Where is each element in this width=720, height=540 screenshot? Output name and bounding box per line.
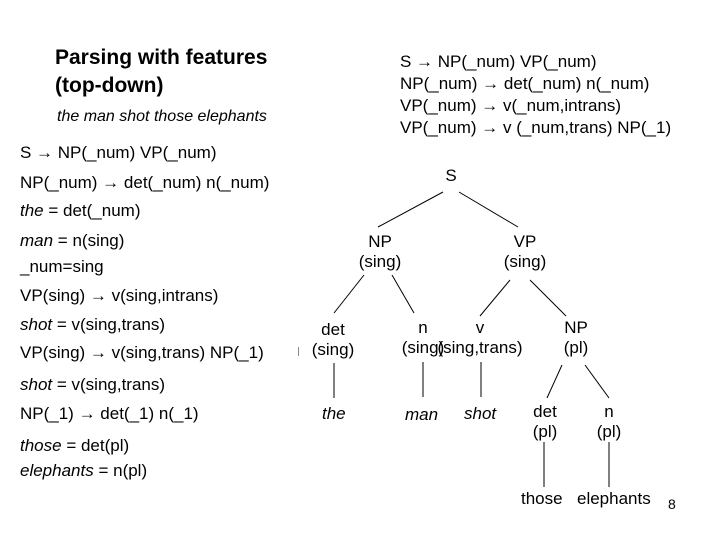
derivation-step-2: NP(_num) → det(_num) n(_num) <box>20 173 270 192</box>
grammar-rule-2: NP(_num) → det(_num) n(_num) <box>400 74 650 93</box>
tree-node-VP <box>490 232 560 271</box>
lexical-entry: = n(sing) <box>53 231 125 250</box>
node-features: (sing) <box>358 251 402 271</box>
lexical-entry: = det(_num) <box>43 201 141 220</box>
grammar-rule-1: S → NP(_num) VP(_num) <box>400 52 597 71</box>
node-category: det <box>321 320 345 339</box>
slide-title-line2: (top-down) <box>55 74 164 97</box>
node-category: v <box>475 318 485 337</box>
tree-node-det <box>300 320 366 359</box>
tree-node-NP2 <box>548 318 604 357</box>
lexical-word: the <box>20 201 44 220</box>
tree-node-S: S <box>445 166 457 185</box>
edge-VP-v <box>480 280 510 316</box>
example-sentence: the man shot those elephants <box>57 108 267 125</box>
node-features: (sing) <box>503 251 547 271</box>
node-features: (sing) <box>311 339 355 359</box>
node-features: (pl) <box>596 421 622 441</box>
lexical-entry: = det(pl) <box>61 436 130 455</box>
edge-NP-det <box>334 275 364 313</box>
leaf-shot: shot <box>464 404 497 423</box>
edge-VP-NP2 <box>530 280 566 316</box>
lexical-word: those <box>20 436 62 455</box>
edge-S-VP <box>459 192 518 227</box>
tree-node-n2 <box>584 402 634 441</box>
derivation-step-1: S → NP(_num) VP(_num) <box>20 143 217 162</box>
node-category: NP <box>368 232 392 251</box>
node-features: (sing,trans) <box>437 337 523 357</box>
leaf-those: those <box>521 489 563 508</box>
node-category: VP <box>513 232 537 251</box>
node-category: NP <box>564 318 588 337</box>
lexical-word: elephants <box>20 461 94 480</box>
lexical-word: shot <box>20 375 53 394</box>
lexical-entry: = v(sing,trans) <box>52 315 166 334</box>
derivation-step-8: VP(sing) → v(sing,trans) NP(_1) <box>20 343 264 362</box>
lexical-entry: = v(sing,trans) <box>52 375 166 394</box>
tree-node-v <box>432 318 528 357</box>
lexical-entry: = n(pl) <box>93 461 148 480</box>
grammar-rule-4: VP(_num) → v (_num,trans) NP(_1) <box>400 118 672 137</box>
leaf-man: man <box>405 405 439 424</box>
derivation-step-5: _num=sing <box>20 257 104 276</box>
edge-NP2-n2 <box>585 365 609 398</box>
derivation-step-6: VP(sing) → v(sing,intrans) <box>20 286 219 305</box>
edge-NP-n <box>392 275 414 313</box>
edge-S-NP <box>378 192 443 227</box>
tree-node-det2 <box>520 402 570 441</box>
leaf-elephants: elephants <box>577 489 651 508</box>
lexical-word: man <box>20 231 54 250</box>
node-category: n <box>604 402 614 421</box>
node-features: (sing) <box>401 337 445 357</box>
grammar-rule-3: VP(_num) → v(_num,intrans) <box>400 96 622 115</box>
slide-title-line1: Parsing with features <box>55 46 268 69</box>
node-features: (pl) <box>532 421 558 441</box>
leaf-the: the <box>322 404 346 423</box>
edge-NP2-det2 <box>547 365 562 398</box>
node-category: det <box>533 402 557 421</box>
derivation-step-10: NP(_1) → det(_1) n(_1) <box>20 404 199 423</box>
node-category: n <box>418 318 428 337</box>
tree-node-NP <box>345 232 415 271</box>
page-number: 8 <box>668 496 676 512</box>
node-features: (pl) <box>563 337 589 357</box>
lexical-word: shot <box>20 315 53 334</box>
